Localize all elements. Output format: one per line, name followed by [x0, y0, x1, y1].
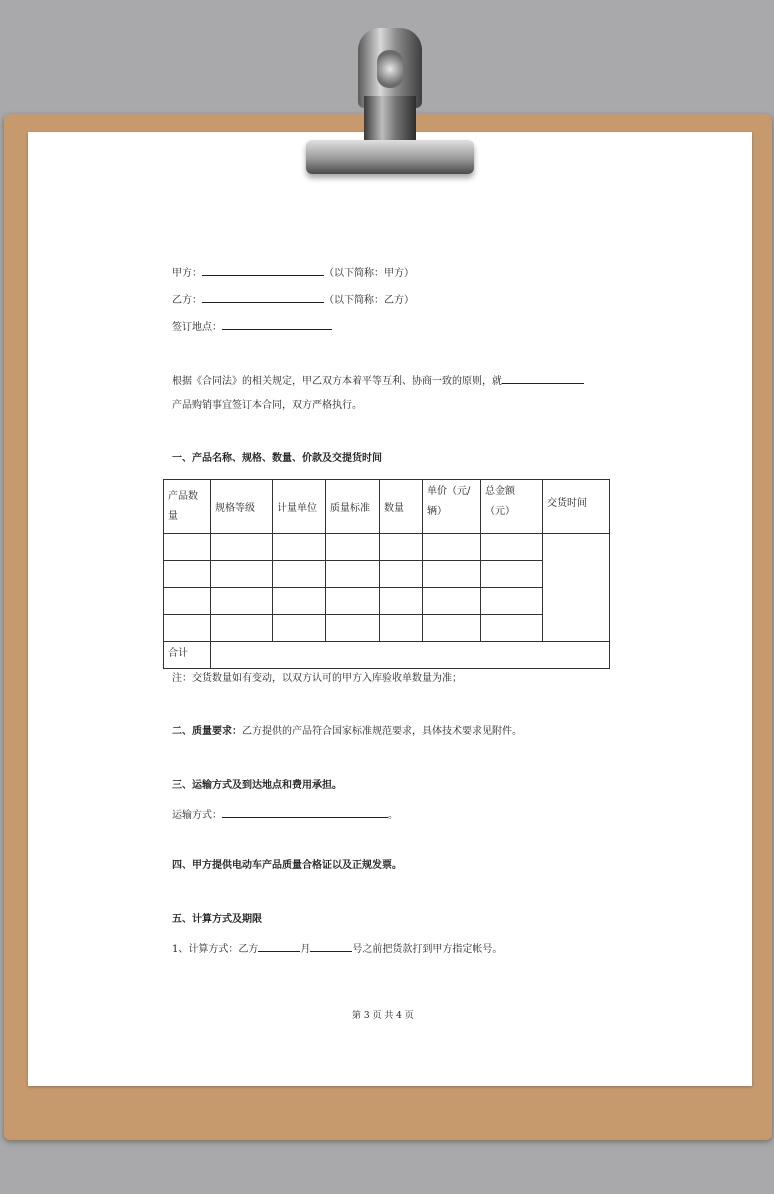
transport-line: 运输方式： 。	[172, 807, 398, 822]
section-5-title: 五、计算方式及期限	[172, 914, 262, 925]
party-a-line	[172, 265, 414, 280]
party-a-label: 甲方：	[172, 268, 202, 279]
header-unit: 计量单位	[273, 480, 326, 534]
delivery-time-cell[interactable]	[543, 534, 610, 642]
binder-clip-hole	[377, 50, 403, 88]
total-label: 合计	[164, 642, 211, 669]
sign-place-line	[172, 319, 332, 334]
party-b-blank[interactable]	[202, 292, 324, 303]
product-table	[163, 479, 610, 669]
total-value-cell[interactable]	[211, 642, 610, 669]
payment-line: 1、计算方式：乙方 月 号之前把货款打到甲方指定帐号。	[172, 941, 502, 956]
intro-line-1	[172, 373, 584, 388]
transport-blank[interactable]	[222, 807, 388, 818]
header-delivery: 交货时间	[543, 480, 610, 534]
section-1-title: 一、产品名称、规格、数量、价款及交提货时间	[172, 453, 382, 464]
binder-clip-neck	[364, 96, 416, 142]
section-2-text: 乙方提供的产品符合国家标准规范要求，具体技术要求见附件。	[242, 726, 522, 737]
party-b-line	[172, 292, 414, 307]
total-row	[164, 642, 610, 669]
section-4-title: 四、甲方提供电动车产品质量合格证以及正规发票。	[172, 860, 402, 871]
intro-product-blank[interactable]	[502, 373, 584, 384]
sign-place-label: 签订地点：	[172, 322, 222, 333]
payment-day-blank[interactable]	[310, 941, 352, 952]
section-2-title: 二、质量要求：	[172, 726, 242, 737]
party-b-note: （以下简称：乙方）	[324, 295, 414, 306]
intro-text-1: 根据《合同法》的相关规定，甲乙双方本着平等互利、协商一致的原则，就	[172, 376, 502, 387]
party-a-blank[interactable]	[202, 265, 324, 276]
party-a-note: （以下简称：甲方）	[324, 268, 414, 279]
sign-place-blank[interactable]	[222, 319, 332, 330]
header-amount: 数量	[380, 480, 423, 534]
header-quality: 质量标准	[326, 480, 380, 534]
page-number: 第 3 页 共 4 页	[352, 1011, 414, 1021]
header-qty: 产品数 量	[164, 480, 211, 534]
payment-month-blank[interactable]	[258, 941, 300, 952]
header-total: 总金额 （元）	[481, 480, 543, 534]
party-b-label: 乙方：	[172, 295, 202, 306]
table-row	[164, 534, 610, 561]
table-note: 注：交货数量如有变动，以双方认可的甲方入库验收单数量为准；	[172, 673, 462, 684]
transport-label: 运输方式：	[172, 810, 222, 821]
intro-line-2: 产品购销事宜签订本合同，双方严格执行。	[172, 400, 362, 411]
binder-clip-base	[306, 140, 474, 174]
header-price: 单价（元/ 辆）	[423, 480, 481, 534]
section-3-title: 三、运输方式及到达地点和费用承担。	[172, 780, 342, 791]
section-2-line	[172, 726, 522, 738]
header-spec: 规格等级	[211, 480, 273, 534]
